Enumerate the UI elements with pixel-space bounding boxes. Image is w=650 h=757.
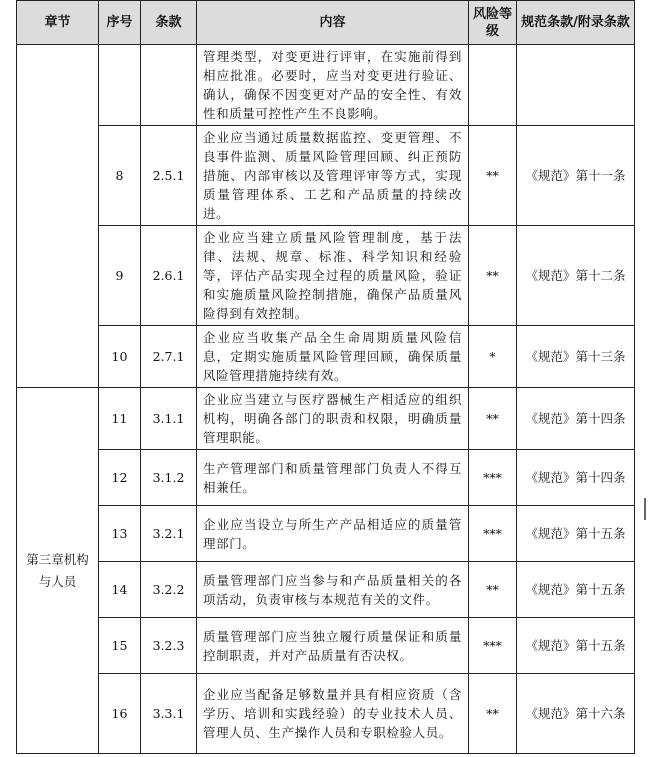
table-row: [17, 674, 635, 754]
seq-cell: 15: [99, 618, 141, 674]
content-cell: 企业应当建立质量风险管理制度，基于法律、法规、规章、标准、科学知识和经验等，评估产品实现全过程的质量风险，验证和实施质量风险控制措施，确保产品质量风险得到有效控制。: [197, 226, 469, 326]
seq-cell: 14: [99, 562, 141, 618]
content-cell: 企业应当收集产品全生命周期质量风险信息，定期实施质量风险管理回顾，确保质量风险管理措施持续有效。: [197, 326, 469, 388]
content-cell: 企业应当配备足够数量并具有相应资质（含学历、培训和实践经验）的专业技术人员、管理人员、生产操作人员和专职检验人员。: [197, 674, 469, 754]
header-chapter: 章节: [17, 1, 99, 45]
table-row: [17, 450, 635, 506]
scroll-indicator[interactable]: [644, 498, 646, 520]
content-cell: 管理类型，对变更进行评审，在实施前得到相应批准。必要时，应当对变更进行验证、确认，确保不因变更对产品的安全性、有效性和质量可控性产生不良影响。: [197, 45, 469, 126]
risk-cell: **: [469, 126, 517, 226]
content-cell: 生产管理部门和质量管理部门负责人不得互相兼任。: [197, 450, 469, 506]
clause-cell: 2.7.1: [141, 326, 197, 388]
clause-cell: 2.5.1: [141, 126, 197, 226]
risk-cell: ***: [469, 450, 517, 506]
ref-cell: 《规范》第十四条: [517, 388, 635, 450]
ref-cell: 《规范》第十一条: [517, 126, 635, 226]
seq-cell: 12: [99, 450, 141, 506]
header-seq: 序号: [99, 1, 141, 45]
header-ref: 规范条款/附录条款: [517, 1, 635, 45]
risk-cell: **: [469, 226, 517, 326]
risk-cell: **: [469, 674, 517, 754]
table-row: [17, 618, 635, 674]
ref-cell: 《规范》第十四条: [517, 450, 635, 506]
ref-cell: [517, 45, 635, 126]
table-row: [17, 562, 635, 618]
chapter-cell-empty: [17, 45, 99, 388]
risk-cell: **: [469, 388, 517, 450]
ref-cell: 《规范》第十三条: [517, 326, 635, 388]
seq-cell: 11: [99, 388, 141, 450]
seq-cell: [99, 45, 141, 126]
risk-cell: **: [469, 562, 517, 618]
content-cell: 企业应当设立与所生产产品相适应的质量管理部门。: [197, 506, 469, 562]
seq-cell: 13: [99, 506, 141, 562]
header-content: 内容: [197, 1, 469, 45]
seq-cell: 16: [99, 674, 141, 754]
table-row: [17, 506, 635, 562]
seq-cell: 10: [99, 326, 141, 388]
ref-cell: 《规范》第十五条: [517, 506, 635, 562]
risk-cell: [469, 45, 517, 126]
chapter-cell: 第三章机构与人员: [17, 388, 99, 754]
clause-cell: 2.6.1: [141, 226, 197, 326]
table-row: [17, 126, 635, 226]
content-cell: 质量管理部门应当独立履行质量保证和质量控制职责，并对产品质量有否决权。: [197, 618, 469, 674]
content-cell: 质量管理部门应当参与和产品质量相关的各项活动，负责审核与本规范有关的文件。: [197, 562, 469, 618]
risk-cell: *: [469, 326, 517, 388]
ref-cell: 《规范》第十五条: [517, 562, 635, 618]
seq-cell: 9: [99, 226, 141, 326]
clause-cell: 3.3.1: [141, 674, 197, 754]
header-risk: 风险等级: [469, 1, 517, 45]
header-clause: 条款: [141, 1, 197, 45]
clause-cell: 3.1.1: [141, 388, 197, 450]
clause-cell: [141, 45, 197, 126]
table-row: [17, 388, 635, 450]
clause-cell: 3.2.1: [141, 506, 197, 562]
risk-cell: ***: [469, 506, 517, 562]
clause-cell: 3.2.3: [141, 618, 197, 674]
content-cell: 企业应当建立与医疗器械生产相适应的组织机构，明确各部门的职责和权限，明确质量管理职能。: [197, 388, 469, 450]
risk-cell: ***: [469, 618, 517, 674]
ref-cell: 《规范》第十五条: [517, 618, 635, 674]
seq-cell: 8: [99, 126, 141, 226]
table-row: [17, 226, 635, 326]
clause-cell: 3.2.2: [141, 562, 197, 618]
regulation-table: [16, 0, 635, 754]
table-row: [17, 326, 635, 388]
table-row: [17, 45, 635, 126]
content-cell: 企业应当通过质量数据监控、变更管理、不良事件监测、质量风险管理回顾、纠正预防措施、内部审核以及管理评审等方式，实现质量管理体系、工艺和产品质量的持续改进。: [197, 126, 469, 226]
clause-cell: 3.1.2: [141, 450, 197, 506]
ref-cell: 《规范》第十二条: [517, 226, 635, 326]
ref-cell: 《规范》第十六条: [517, 674, 635, 754]
